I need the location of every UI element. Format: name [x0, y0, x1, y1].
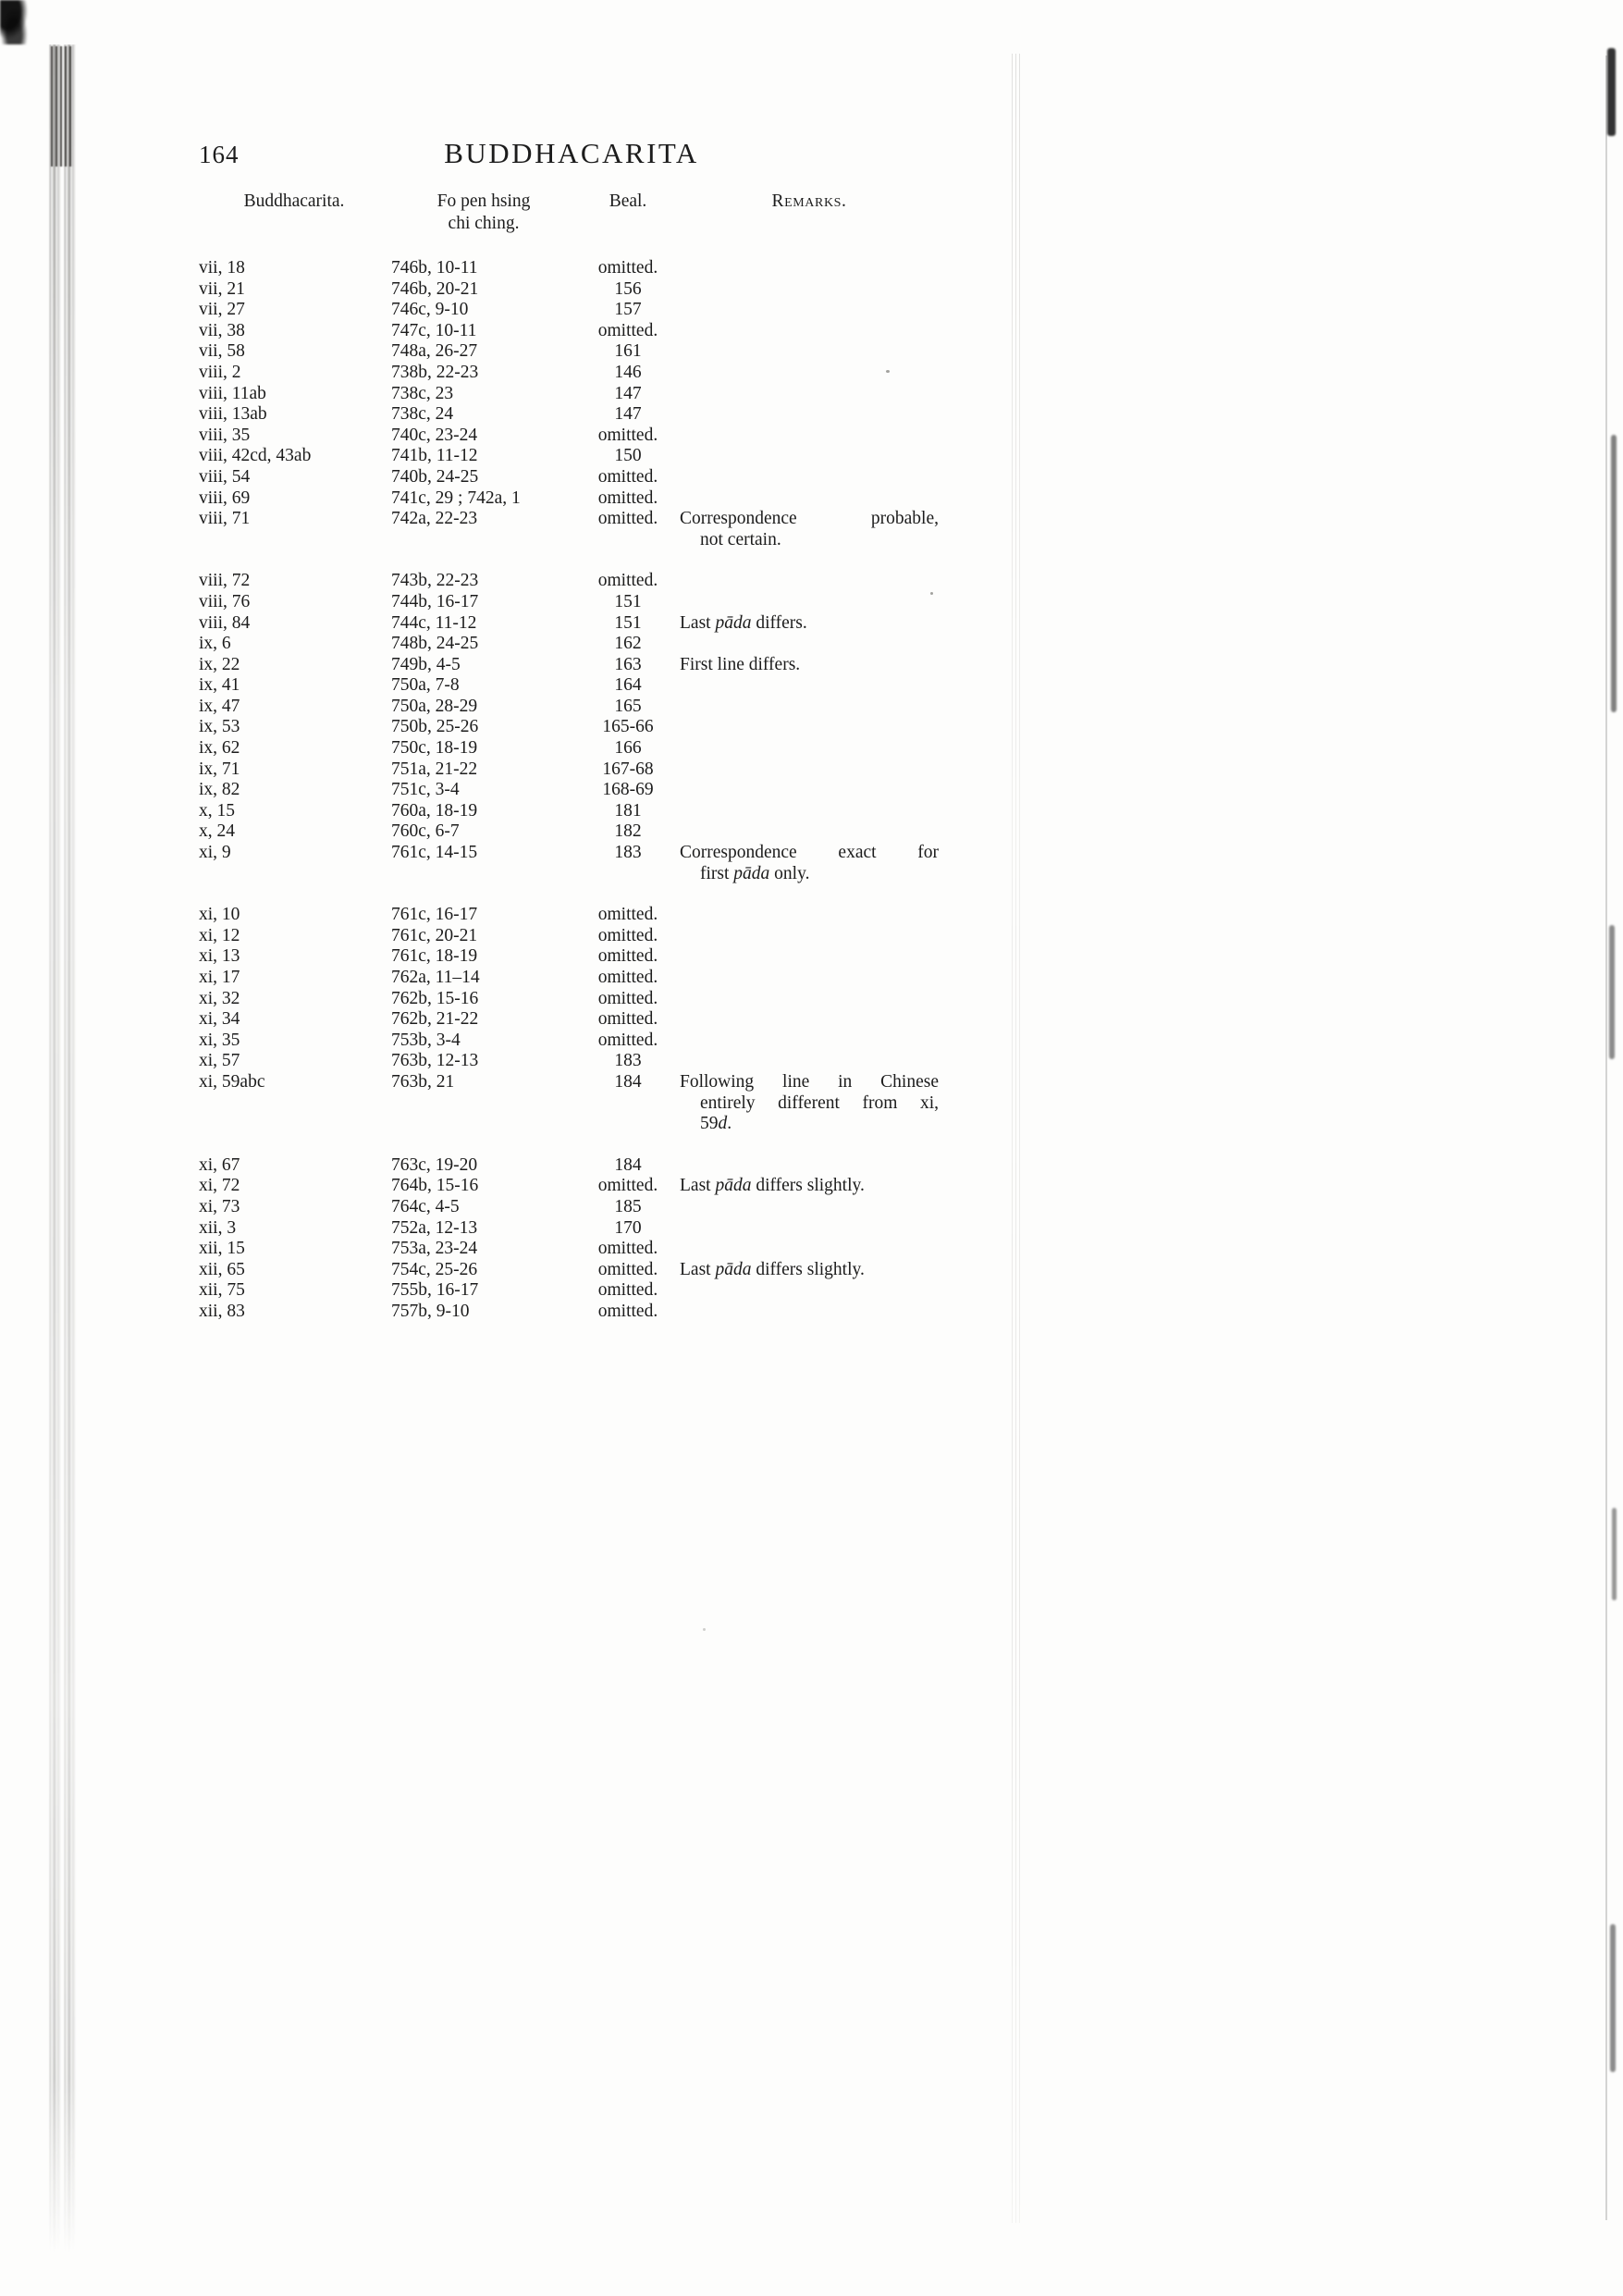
remark-line: entirely different from xi,: [700, 1092, 939, 1113]
cell-buddhacarita: viii, 54: [199, 466, 251, 487]
scan-artifact-left-binding-top: [51, 46, 73, 167]
cell-beal: 146: [614, 362, 642, 382]
cell-fo-pen: 751a, 21-22: [391, 759, 478, 779]
cell-fo-pen: 740b, 24-25: [391, 466, 479, 487]
table-row: [197, 1031, 946, 1052]
cell-buddhacarita: xii, 75: [199, 1280, 245, 1301]
cell-fo-pen: 738b, 22-23: [391, 362, 479, 382]
cell-fo-pen: 764b, 15-16: [391, 1176, 479, 1196]
cell-buddhacarita: ix, 71: [199, 759, 240, 779]
cell-buddhacarita: xi, 59abc: [199, 1071, 265, 1092]
cell-fo-pen: 755b, 16-17: [391, 1280, 479, 1301]
cell-buddhacarita: x, 15: [199, 800, 235, 821]
remark-line: 59d.: [700, 1114, 732, 1134]
cell-beal: 151: [614, 591, 642, 611]
cell-beal: 150: [614, 446, 642, 466]
cell-buddhacarita: vii, 38: [199, 320, 245, 340]
cell-buddhacarita: ix, 62: [199, 738, 240, 759]
cell-fo-pen: 750a, 7-8: [391, 675, 460, 696]
remark-line: Last pāda differs slightly.: [680, 1259, 865, 1279]
cell-buddhacarita: xi, 67: [199, 1154, 240, 1175]
table-row: [197, 613, 946, 635]
remark-line: Correspondence exact for: [680, 843, 939, 863]
cell-beal: 147: [614, 383, 642, 403]
column-header-remarks: Remarks.: [771, 191, 847, 211]
cell-buddhacarita: xii, 83: [199, 1301, 245, 1321]
cell-fo-pen: 744b, 16-17: [391, 591, 479, 611]
cell-buddhacarita: xii, 15: [199, 1239, 245, 1259]
cell-beal: 184: [614, 1071, 642, 1092]
cell-remarks: [680, 509, 939, 550]
page-content: [197, 135, 946, 1323]
cell-buddhacarita: ix, 6: [199, 634, 231, 654]
remark-line: Last pāda differs slightly.: [680, 1176, 865, 1196]
column-header-buddhacarita: Buddhacarita.: [243, 191, 345, 211]
table-row: [197, 1239, 946, 1260]
cell-buddhacarita: viii, 72: [199, 571, 251, 591]
cell-fo-pen: 763c, 19-20: [391, 1154, 478, 1175]
cell-beal: omitted.: [597, 1239, 658, 1259]
remark-line: Following line in Chinese: [680, 1071, 939, 1092]
cell-beal: omitted.: [597, 1259, 658, 1279]
cell-buddhacarita: xi, 35: [199, 1030, 240, 1050]
cell-beal: 183: [614, 1051, 642, 1071]
cell-buddhacarita: ix, 41: [199, 675, 240, 696]
cell-fo-pen: 763b, 21: [391, 1071, 455, 1092]
table-row: [197, 1197, 946, 1218]
cell-beal: omitted.: [597, 1301, 658, 1321]
table-row: [197, 675, 946, 697]
cell-buddhacarita: xi, 73: [199, 1196, 240, 1216]
cell-fo-pen: 742a, 22-23: [391, 509, 478, 529]
cell-buddhacarita: ix, 47: [199, 696, 240, 716]
cell-remarks: [680, 1260, 939, 1281]
column-header-fo-pen-line2: chi ching.: [448, 213, 520, 233]
remark-line: Last pāda differs.: [680, 612, 807, 633]
table-row: [197, 446, 946, 467]
cell-beal: omitted.: [597, 988, 658, 1008]
table-row: [197, 821, 946, 843]
cell-fo-pen: 750b, 25-26: [391, 717, 479, 737]
table-row: [197, 843, 946, 884]
cell-buddhacarita: xi, 34: [199, 1009, 240, 1030]
cell-buddhacarita: viii, 2: [199, 362, 241, 382]
cell-beal: 170: [614, 1217, 642, 1238]
cell-beal: 181: [614, 800, 642, 821]
cell-beal: omitted.: [597, 946, 658, 967]
table-row: [197, 1155, 946, 1177]
cell-fo-pen: 748b, 24-25: [391, 634, 479, 654]
remark-line: First line differs.: [680, 654, 801, 674]
cell-beal: 165-66: [602, 717, 654, 737]
scan-artifact-right-mark: [1609, 925, 1615, 1059]
table-row: [197, 321, 946, 342]
table-row: [197, 467, 946, 488]
cell-fo-pen: 741b, 11-12: [391, 446, 478, 466]
table-row: [197, 697, 946, 718]
table-row: [197, 759, 946, 781]
page-number: 164: [199, 141, 240, 168]
cell-beal: 185: [614, 1196, 642, 1216]
cell-fo-pen: 762b, 15-16: [391, 988, 479, 1008]
cell-fo-pen: 744c, 11-12: [391, 612, 477, 633]
table-row: [197, 300, 946, 321]
cell-fo-pen: 762a, 11–14: [391, 968, 480, 987]
cell-fo-pen: 761c, 16-17: [391, 905, 478, 925]
cell-beal: 161: [614, 341, 642, 362]
cell-fo-pen: 761c, 18-19: [391, 946, 478, 967]
table-row: [197, 341, 946, 363]
cell-fo-pen: 757b, 9-10: [391, 1301, 470, 1321]
cell-beal: omitted.: [597, 258, 658, 278]
cell-fo-pen: 764c, 4-5: [391, 1196, 460, 1216]
cell-beal: omitted.: [597, 509, 658, 529]
scan-artifact-right-mark: [1610, 1924, 1616, 2072]
cell-beal: omitted.: [597, 425, 658, 445]
table-row: [197, 968, 946, 989]
scan-speck: [703, 1628, 706, 1631]
cell-buddhacarita: xi, 10: [199, 905, 240, 925]
cell-buddhacarita: xi, 72: [199, 1176, 240, 1196]
cell-fo-pen: 753a, 23-24: [391, 1239, 478, 1259]
table-column-headers: [197, 191, 946, 234]
cell-buddhacarita: viii, 42cd, 43ab: [199, 446, 312, 466]
table-row: [197, 655, 946, 676]
scan-artifact-right-edge-line: [1605, 56, 1607, 2220]
cell-buddhacarita: viii, 13ab: [199, 404, 267, 425]
cell-fo-pen: 761c, 20-21: [391, 925, 478, 945]
cell-beal: 184: [614, 1154, 642, 1175]
table-row: [197, 634, 946, 655]
cell-fo-pen: 746b, 20-21: [391, 278, 479, 299]
table-row: [197, 946, 946, 968]
cell-fo-pen: 747c, 10-11: [391, 320, 477, 340]
cell-fo-pen: 754c, 25-26: [391, 1259, 478, 1279]
cell-beal: omitted.: [597, 1280, 658, 1301]
cell-buddhacarita: x, 24: [199, 821, 235, 842]
cell-buddhacarita: vii, 18: [199, 258, 245, 278]
cell-beal: omitted.: [597, 1176, 658, 1196]
cell-buddhacarita: xi, 13: [199, 946, 240, 967]
cell-buddhacarita: xi, 17: [199, 968, 240, 987]
cell-remarks: [680, 1176, 939, 1197]
cell-fo-pen: 750a, 28-29: [391, 696, 478, 716]
cell-remarks: [680, 1072, 939, 1135]
table-row: [197, 1072, 946, 1135]
cell-fo-pen: 750c, 18-19: [391, 738, 478, 759]
cell-fo-pen: 760a, 18-19: [391, 800, 478, 821]
cell-buddhacarita: viii, 11ab: [199, 383, 266, 403]
cell-fo-pen: 743b, 22-23: [391, 571, 479, 591]
cell-buddhacarita: ix, 82: [199, 780, 240, 800]
table-row: [197, 1280, 946, 1302]
scan-artifact-corner-mark: [0, 0, 31, 44]
cell-buddhacarita: ix, 53: [199, 717, 240, 737]
table-row: [197, 801, 946, 822]
table-row: [197, 1009, 946, 1031]
cell-remarks: [680, 655, 939, 676]
cell-fo-pen: 749b, 4-5: [391, 654, 461, 674]
cell-fo-pen: 746b, 10-11: [391, 258, 478, 278]
cell-beal: omitted.: [597, 1030, 658, 1050]
cell-remarks: [680, 843, 939, 884]
cell-buddhacarita: vii, 21: [199, 278, 245, 299]
cell-beal: omitted.: [597, 905, 658, 925]
table-row: [197, 404, 946, 426]
cell-beal: omitted.: [597, 968, 658, 987]
cell-buddhacarita: xi, 9: [199, 843, 231, 863]
cell-buddhacarita: ix, 22: [199, 654, 240, 674]
scan-artifact-right-mark: [1612, 1508, 1617, 1600]
table-row: [197, 1302, 946, 1323]
table-row: [197, 592, 946, 613]
cell-fo-pen: 740c, 23-24: [391, 425, 478, 445]
cell-fo-pen: 760c, 6-7: [391, 821, 460, 842]
cell-beal: omitted.: [597, 1009, 658, 1030]
cell-buddhacarita: xii, 65: [199, 1259, 245, 1279]
table-row: [197, 926, 946, 947]
cell-fo-pen: 753b, 3-4: [391, 1030, 461, 1050]
table-row: [197, 989, 946, 1010]
table-row: [197, 1051, 946, 1072]
cell-beal: omitted.: [597, 320, 658, 340]
cell-fo-pen: 738c, 24: [391, 404, 454, 425]
cell-buddhacarita: viii, 84: [199, 612, 251, 633]
cell-fo-pen: 746c, 9-10: [391, 300, 469, 320]
column-header-fo-pen: [391, 191, 576, 234]
column-header-fo-pen-line1: Fo pen hsing: [436, 191, 531, 211]
table-row: [197, 1260, 946, 1281]
table-row: [197, 1176, 946, 1197]
cell-fo-pen: 748a, 26-27: [391, 341, 478, 362]
cell-beal: 163: [614, 654, 642, 674]
cell-beal: 183: [614, 843, 642, 863]
cell-beal: 166: [614, 738, 642, 759]
page-title: BUDDHACARITA: [444, 137, 699, 169]
table-row: [197, 905, 946, 926]
cell-buddhacarita: viii, 35: [199, 425, 251, 445]
cell-beal: omitted.: [597, 571, 658, 591]
cell-fo-pen: 751c, 3-4: [391, 780, 460, 800]
table-row: [197, 258, 946, 279]
cell-buddhacarita: vii, 58: [199, 341, 245, 362]
scan-artifact-left-binding: [46, 44, 78, 2255]
cell-beal: 162: [614, 634, 642, 654]
cell-beal: 167-68: [602, 759, 654, 779]
cell-beal: 157: [614, 300, 642, 320]
cell-fo-pen: 752a, 12-13: [391, 1217, 478, 1238]
cell-beal: 151: [614, 612, 642, 633]
table-row: [197, 384, 946, 405]
table-row: [197, 571, 946, 592]
cell-beal: 182: [614, 821, 642, 842]
cell-fo-pen: 763b, 12-13: [391, 1051, 479, 1071]
cell-beal: 147: [614, 404, 642, 425]
cell-buddhacarita: viii, 76: [199, 591, 251, 611]
table-row: [197, 426, 946, 447]
cell-buddhacarita: viii, 69: [199, 488, 251, 508]
table-row: [197, 780, 946, 801]
remark-line: not certain.: [700, 529, 781, 549]
table-row: [197, 363, 946, 384]
cell-beal: 165: [614, 696, 642, 716]
cell-buddhacarita: vii, 27: [199, 300, 245, 320]
cell-buddhacarita: xi, 12: [199, 925, 240, 945]
scan-artifact-inner-streak: [1012, 54, 1023, 2223]
cell-beal: 156: [614, 278, 642, 299]
table-row: [197, 717, 946, 738]
remark-line: first pāda only.: [700, 863, 810, 883]
remark-line: Correspondence probable,: [680, 509, 939, 529]
table-row: [197, 509, 946, 550]
column-header-beal: Beal.: [609, 191, 647, 211]
table-row: [197, 1218, 946, 1240]
cell-fo-pen: 761c, 14-15: [391, 843, 478, 863]
cell-remarks: [680, 613, 939, 635]
cell-beal: 164: [614, 675, 642, 696]
cell-buddhacarita: xii, 3: [199, 1217, 237, 1238]
cell-buddhacarita: viii, 71: [199, 509, 251, 529]
cell-fo-pen: 741c, 29 ; 742a, 1: [391, 488, 521, 508]
cell-beal: 168-69: [602, 780, 654, 800]
table-row: [197, 738, 946, 759]
scan-artifact-right-mark: [1607, 48, 1616, 136]
table-body: [197, 258, 946, 1323]
scan-artifact-right-mark: [1611, 435, 1617, 712]
cell-beal: omitted.: [597, 466, 658, 487]
table-row: [197, 279, 946, 301]
cell-beal: omitted.: [597, 488, 658, 508]
cell-fo-pen: 762b, 21-22: [391, 1009, 479, 1030]
cell-fo-pen: 738c, 23: [391, 383, 454, 403]
cell-buddhacarita: xi, 32: [199, 988, 240, 1008]
table-row: [197, 488, 946, 510]
cell-beal: omitted.: [597, 925, 658, 945]
page-header: [197, 135, 946, 176]
cell-buddhacarita: xi, 57: [199, 1051, 240, 1071]
